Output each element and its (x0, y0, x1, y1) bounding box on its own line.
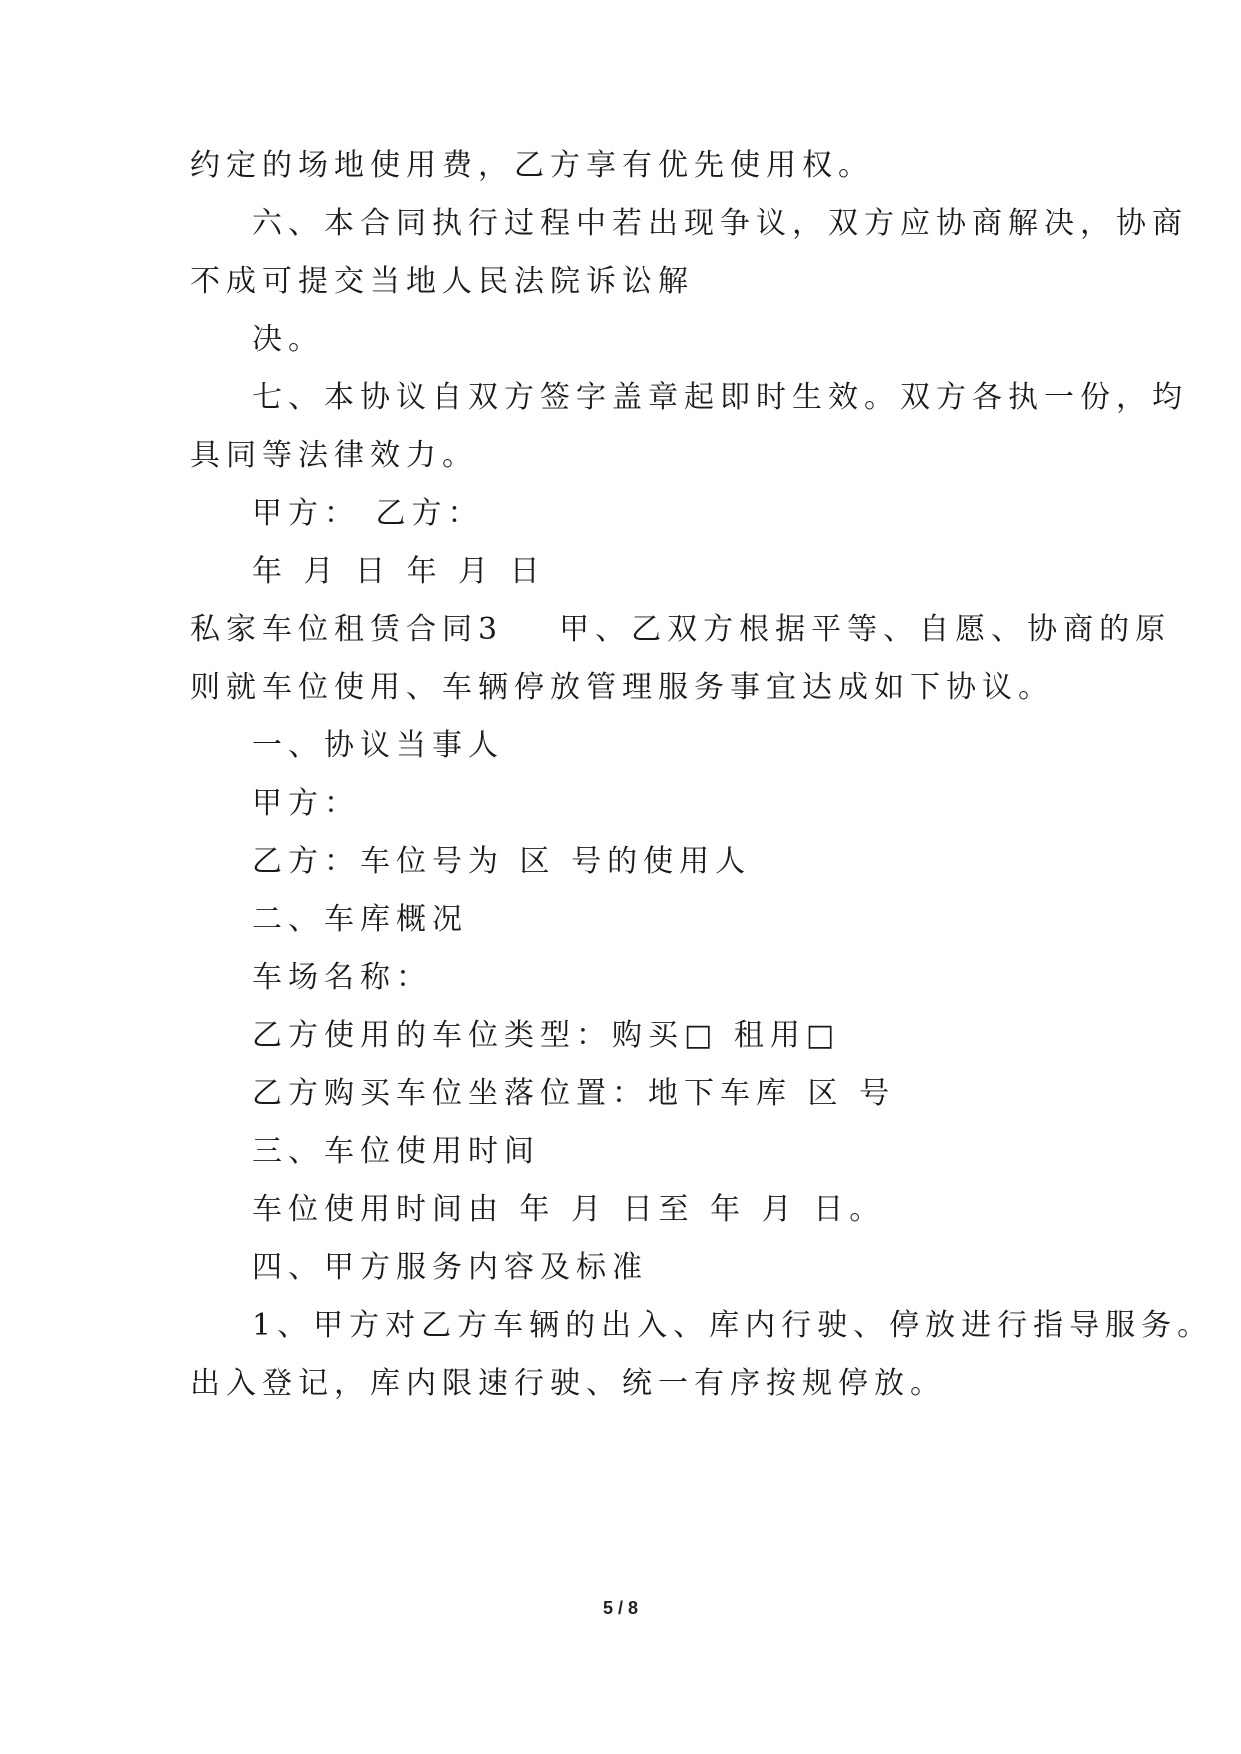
paragraph-line: 甲方： (252, 786, 360, 821)
paragraph-line: 约定的场地使用费，乙方享有优先使用权。 (190, 148, 874, 183)
paragraph-line: 车场名称： (252, 960, 432, 995)
section-heading: 三、车位使用时间 (252, 1134, 540, 1169)
paragraph-line: 则就车位使用、车辆停放管理服务事宜达成如下协议。 (190, 670, 1054, 705)
section-heading: 四、甲方服务内容及标准 (252, 1250, 648, 1285)
paragraph-line: 乙方：车位号为 区 号的使用人 (252, 844, 752, 879)
paragraph-line: 1、甲方对乙方车辆的出入、库内行驶、停放进行指导服务。 (252, 1308, 1214, 1343)
paragraph-line: 车位使用时间由 年 月 日至 年 月 日。 (252, 1192, 886, 1227)
paragraph-line: 决。 (252, 322, 324, 357)
section-heading: 一、协议当事人 (252, 728, 504, 763)
page-number: 5 / 8 (602, 1598, 639, 1618)
paragraph-line: 六、本合同执行过程中若出现争议，双方应协商解决，协商 (252, 206, 1188, 241)
paragraph-line: 乙方购买车位坐落位置：地下车库 区 号 (252, 1076, 896, 1111)
section-title-line (190, 610, 1171, 650)
paragraph-line: 七、本协议自双方签字盖章起即时生效。双方各执一份，均 (252, 380, 1188, 415)
paragraph-line: 具同等法律效力。 (190, 438, 478, 473)
paragraph-text: 甲、乙双方根据平等、自愿、协商的原 (559, 612, 1172, 647)
section-heading: 二、车库概况 (252, 902, 468, 937)
contract-title: 私家车位租赁合同3 (190, 612, 504, 647)
paragraph-line: 乙方使用的车位类型：购买□ 租用□ (252, 1018, 841, 1053)
signature-line: 甲方： 乙方： (252, 496, 484, 531)
paragraph-line: 不成可提交当地人民法院诉讼解 (190, 264, 694, 299)
paragraph-line: 出入登记，库内限速行驶、统一有序按规停放。 (190, 1366, 946, 1401)
date-line: 年 月 日 年 月 日 (252, 554, 546, 589)
